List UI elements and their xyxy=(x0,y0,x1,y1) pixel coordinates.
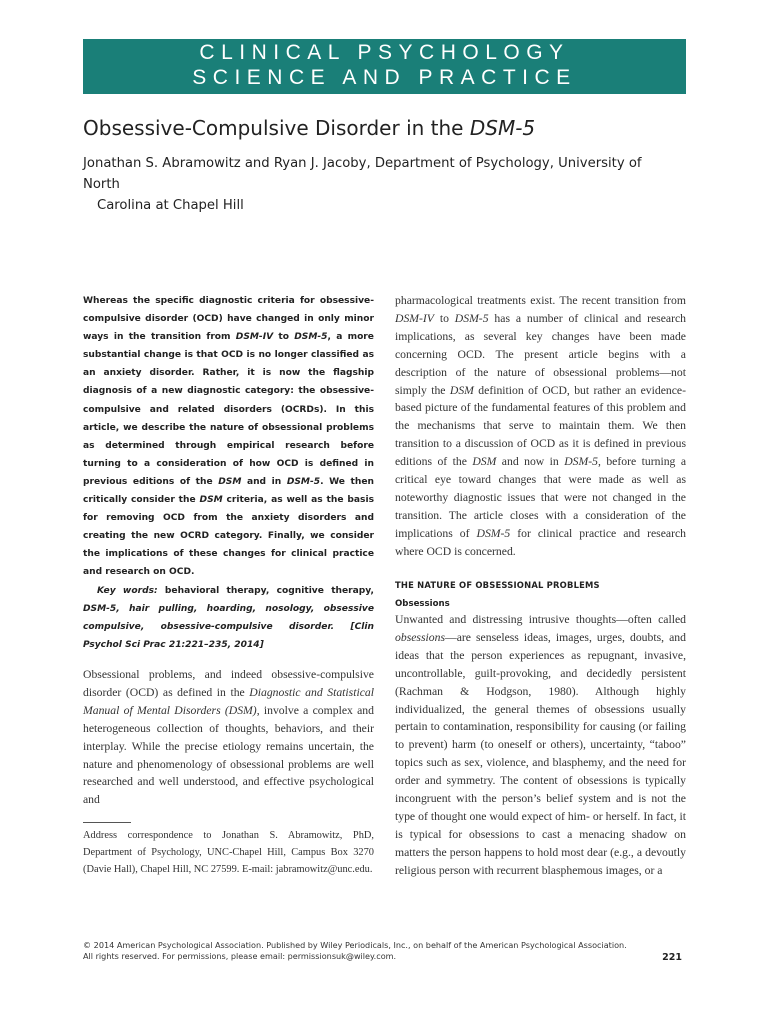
abstract: Whereas the specific diagnostic criteria for obsessive-compulsive disorder (OCD) have changed in only minor ways in the transition from DSM-IV to DSM-5, a more substantial change is that OCD is no longer classified as an anxiety disorder. Rather, it is now the flagship diagnosis of a new diagnostic category: the obsessive-compulsive and related disorders (OCRDs). In this article, we describe the nature of obsessional problems as determined through empirical research before turning to a consideration of how OCD is defined in previous editions of the DSM and in DSM-5. We then critically consider the DSM criteria, as well as the basis for removing OCD from the anxiety disorders and creating the new OCRD category. Finally, we consider the implications of these changes for clinical practice and research on OCD. Key words: behavioral therapy, cognitive therapy, DSM-5, hair pulling, hoarding, nosology, obsessive compulsive, obsessive-compulsive disorder. [Clin Psychol Sci Prac 21:221–235, 2014] xyxy=(83,292,374,654)
copyright-footer xyxy=(83,940,686,961)
authors-line1: Jonathan S. Abramowitz and Ryan J. Jacoby, Department of Psychology, University of North xyxy=(83,156,642,192)
section-heading: THE NATURE OF OBSESSIONAL PROBLEMS xyxy=(395,580,600,590)
keywords: Key words: behavioral therapy, cognitive therapy, DSM-5, hair pulling, hoarding, nosology, obsessive compulsive, obsessive-compulsive disorder. [Clin Psychol Sci Prac 21:221–235, 2014] xyxy=(83,585,374,650)
copyright-line2: All rights reserved. For permissions, please email: permissionsuk@wiley.com. xyxy=(83,950,397,961)
article-authors xyxy=(83,153,663,216)
intro-continuation: pharmacological treatments exist. The recent transition from DSM-IV to DSM-5 has a number of clinical and research implications, as several key changes have been made concerning OCD. The present article begins with a description of the nature of obsessional problems—not simply the DSM definition of OCD, but rather an evidence-based picture of the fundamental features of this problem and the mechanisms that serve to maintain them. We then transition to a discussion of OCD as it is defined in previous editions of the DSM and now in DSM-5, before turning a critical eye toward changes that were made as well as noteworthy diagnostic issues that were not changed in the transition. The article closes with a consideration of the implications of DSM-5 for clinical practice and research where OCD is concerned. xyxy=(395,294,687,558)
correspondence-address: Address correspondence to Jonathan S. Abramowitz, PhD, Department of Psychology, UNC-Chapel Hill, Campus Box 3270 (Davie Hall), Chapel Hill, NC 27599. E-mail: jabramowitz@unc.edu. xyxy=(83,830,374,876)
footnote-divider xyxy=(83,822,131,823)
intro-paragraph: Obsessional problems, and indeed obsessive-compulsive disorder (OCD) as defined in the Diagnostic and Statistical Manual of Mental Disorders (DSM), involve a complex and heterogeneous collection of thoughts, behaviors, and their interplay. While the precise etiology remains uncertain, the nature and phenomenology of obsessional problems are well researched and well understood, and effective psychological and xyxy=(83,668,374,807)
authors-line2: Carolina at Chapel Hill xyxy=(97,198,244,213)
journal-banner xyxy=(83,39,686,94)
article-title: Obsessive-Compulsive Disorder in the DSM-5 xyxy=(83,116,536,140)
page-number: 221 xyxy=(662,952,682,963)
subsection-heading: Obsessions xyxy=(395,599,450,609)
copyright-line1: © 2014 American Psychological Association. Published by Wiley Periodicals, Inc., on behalf of the American Psychological Association. xyxy=(83,940,627,950)
journal-title-line2: SCIENCE AND PRACTICE xyxy=(192,66,577,89)
obsessions-paragraph: Unwanted and distressing intrusive thoughts—often called obsessions—are senseless ideas, images, urges, doubts, and ideas that the person experiences as repugnant, invasive, uncontrollable, guilt-provoking, and decidedly persistent (Rachman & Hodgson, 1980). Although highly individualized, the general themes of obsessions usually pertain to contamination, responsibility for causing (or failing to prevent) harm (to oneself or others), uncertainty, “taboo” topics such as sex, violence, and blasphemy, and the need for order and symmetry. The content of obsessions is typically incongruent with the person’s belief system and is not the type of thought one would expect of him- or herself. In fact, it is typical for obsessions to cast a menacing shadow on matters the person happens to hold most dear (e.g., a devoutly religious person with recurrent blasphemous images, or a xyxy=(395,613,686,877)
left-column xyxy=(83,292,374,876)
journal-title-line1: CLINICAL PSYCHOLOGY xyxy=(199,41,570,64)
